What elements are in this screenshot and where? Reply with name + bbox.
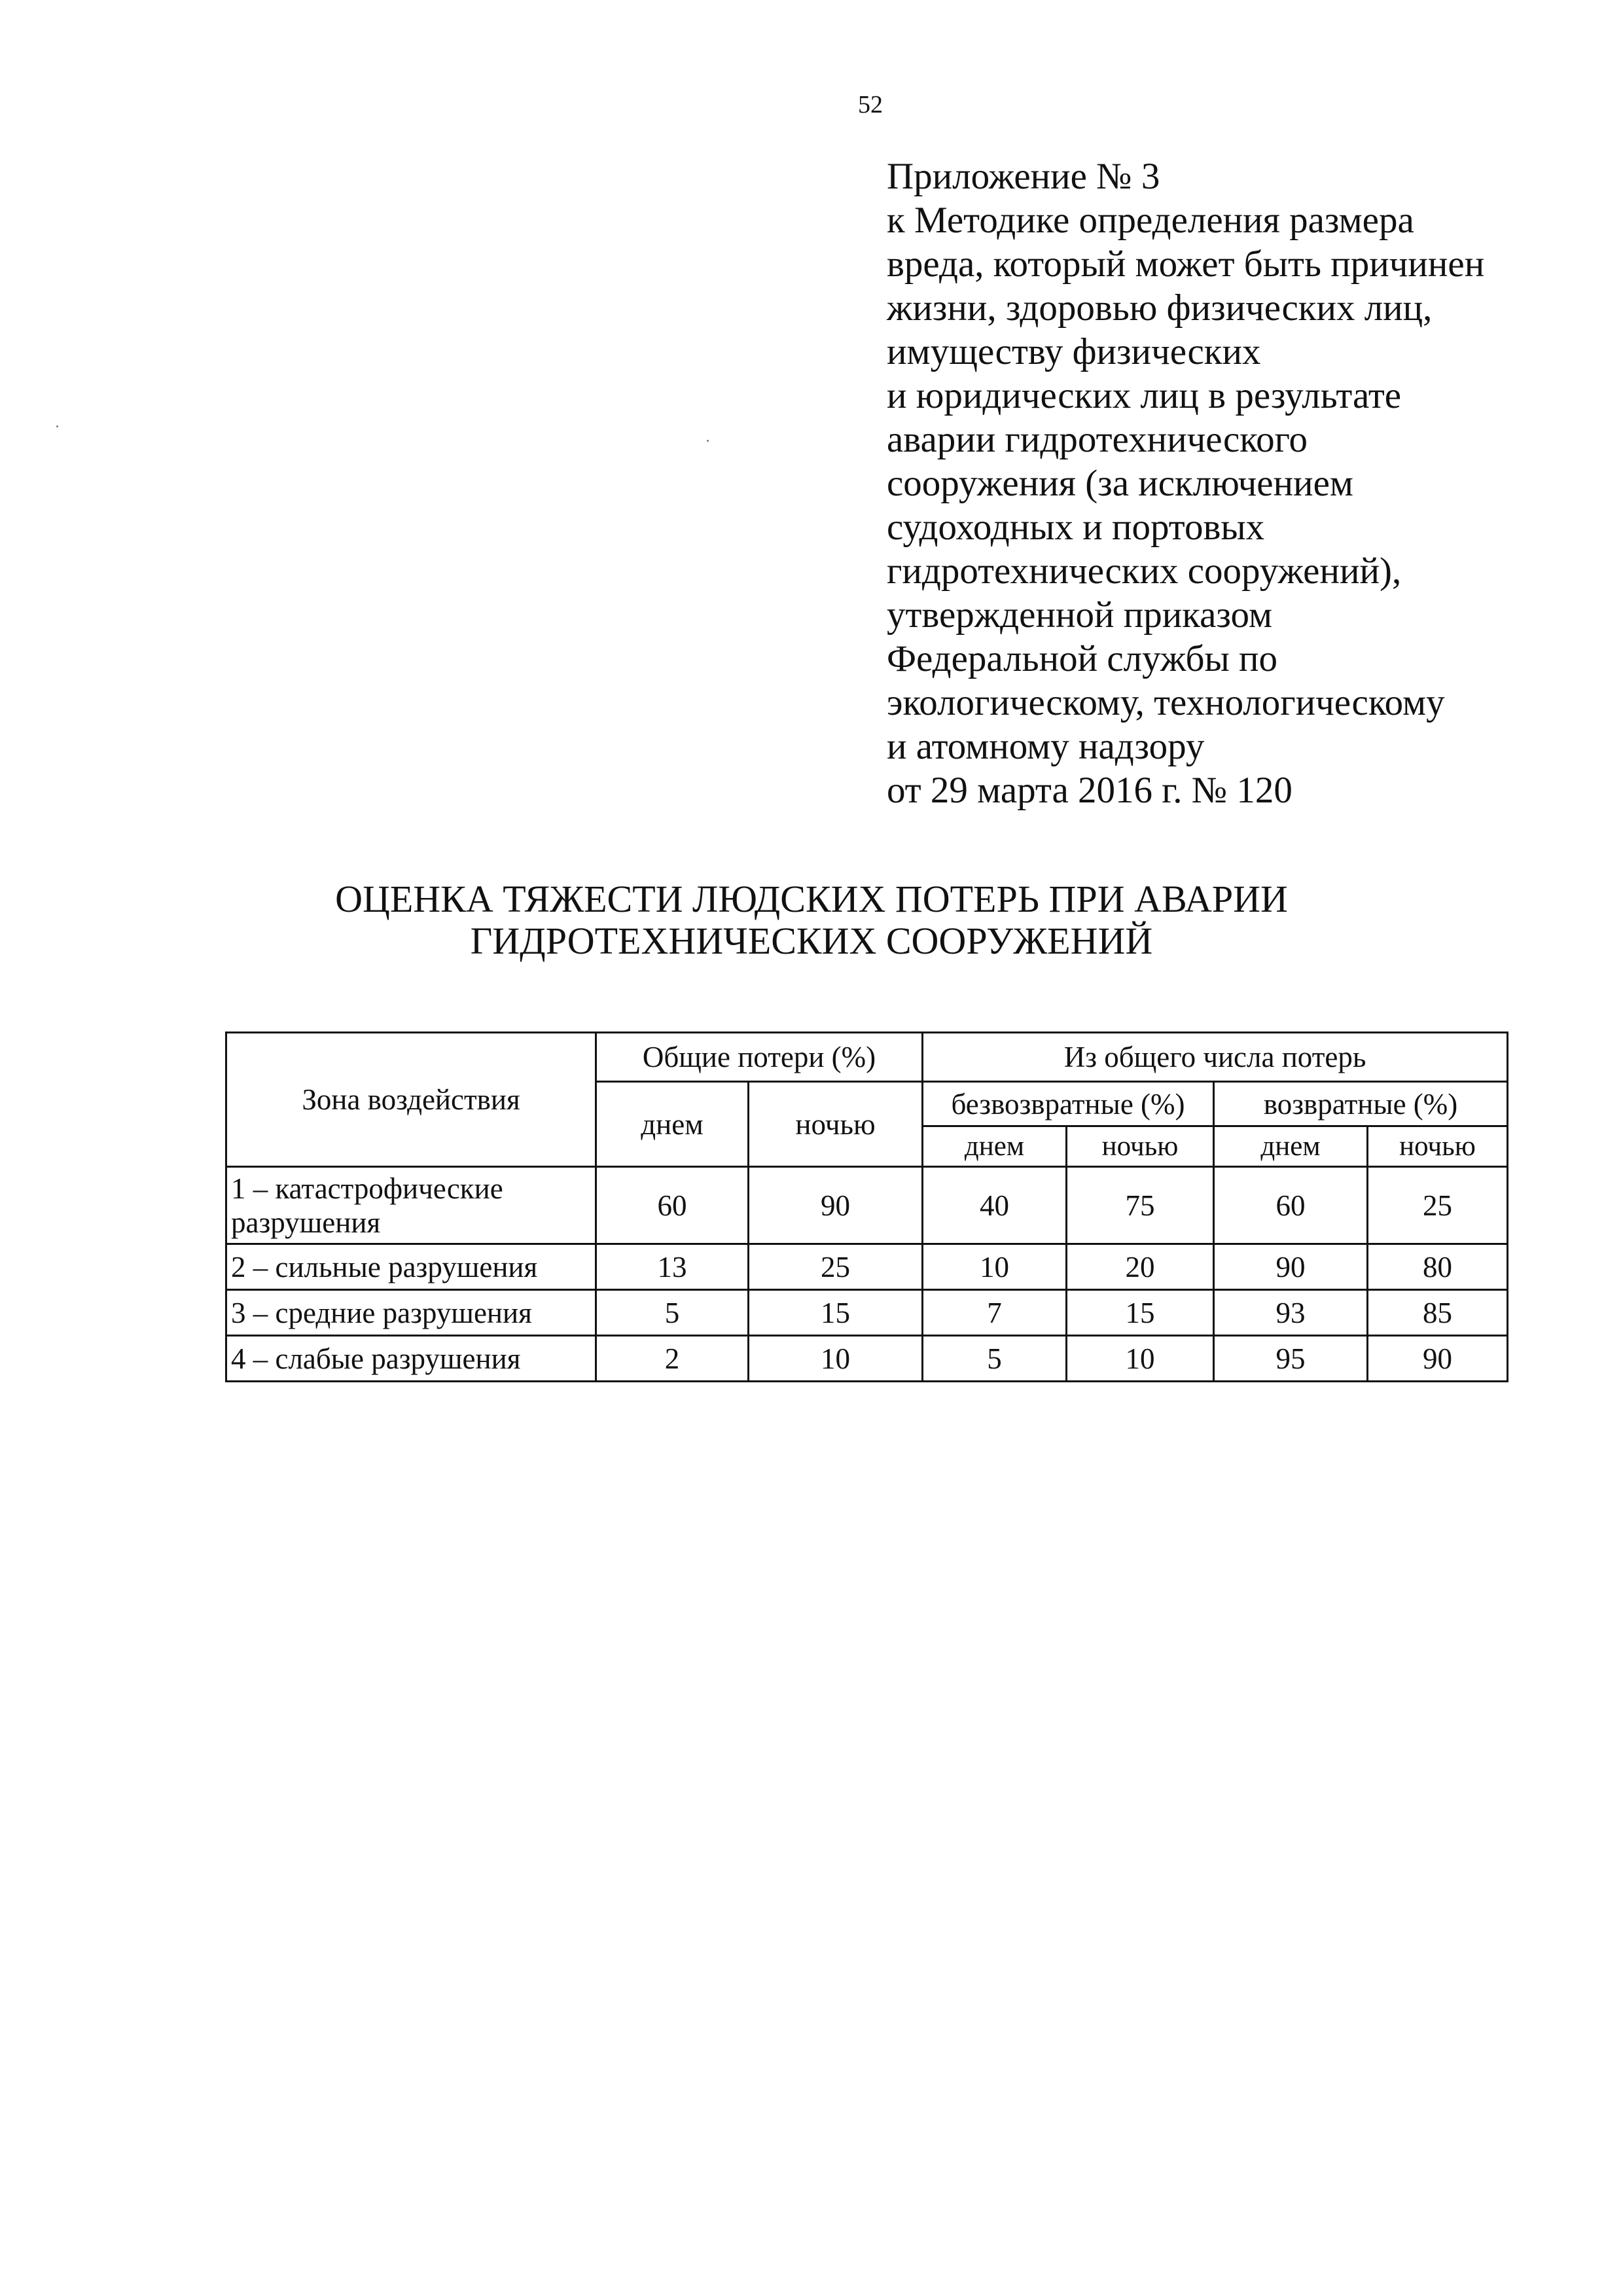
appendix-line: и юридических лиц в результате <box>887 375 1402 416</box>
value-cell: 10 <box>923 1244 1067 1290</box>
document-title <box>196 878 1427 962</box>
page-number: 52 <box>858 91 883 118</box>
value-cell: 25 <box>1368 1167 1508 1244</box>
value-cell: 7 <box>923 1290 1067 1336</box>
zone-header: Зона воздействия <box>226 1033 596 1167</box>
appendix-line: гидротехнических сооружений), <box>887 550 1402 592</box>
value-cell: 90 <box>1368 1336 1508 1382</box>
of-total-header: Из общего числа потерь <box>923 1033 1508 1082</box>
value-cell: 15 <box>749 1290 923 1336</box>
value-cell: 13 <box>596 1244 749 1290</box>
appendix-line: Приложение № 3 <box>887 156 1160 197</box>
value-cell: 60 <box>596 1167 749 1244</box>
value-cell: 20 <box>1067 1244 1214 1290</box>
zone-cell: 4 – слабые разрушения <box>226 1336 596 1382</box>
value-cell: 40 <box>923 1167 1067 1244</box>
appendix-line: экологическому, технологическому <box>887 682 1445 723</box>
table-row <box>226 1336 1508 1382</box>
recoverable-header: возвратные (%) <box>1214 1082 1508 1126</box>
total-day-header: днем <box>596 1082 749 1167</box>
total-night-header: ночью <box>749 1082 923 1167</box>
value-cell: 5 <box>923 1336 1067 1382</box>
title-line: ОЦЕНКА ТЯЖЕСТИ ЛЮДСКИХ ПОТЕРЬ ПРИ АВАРИИ <box>335 878 1288 920</box>
title-line: ГИДРОТЕХНИЧЕСКИХ СООРУЖЕНИЙ <box>470 920 1153 962</box>
value-cell: 5 <box>596 1290 749 1336</box>
appendix-line: и атомному надзору <box>887 726 1205 767</box>
value-cell: 2 <box>596 1336 749 1382</box>
scan-speck <box>707 440 709 442</box>
appendix-line: сооружения (за исключением <box>887 463 1353 504</box>
value-cell: 10 <box>749 1336 923 1382</box>
value-cell: 15 <box>1067 1290 1214 1336</box>
irrecoverable-header: безвозвратные (%) <box>923 1082 1214 1126</box>
table-row <box>226 1290 1508 1336</box>
value-cell: 25 <box>749 1244 923 1290</box>
table-row <box>226 1167 1508 1244</box>
appendix-line: вреда, который может быть причинен <box>887 243 1485 285</box>
value-cell: 93 <box>1214 1290 1368 1336</box>
appendix-line: к Методике определения размера <box>887 200 1414 241</box>
appendix-line: от 29 марта 2016 г. № 120 <box>887 770 1293 811</box>
value-cell: 85 <box>1368 1290 1508 1336</box>
table-row <box>226 1244 1508 1290</box>
value-cell: 75 <box>1067 1167 1214 1244</box>
appendix-line: жизни, здоровью физических лиц, <box>887 287 1433 329</box>
appendix-line: утвержденной приказом <box>887 594 1273 636</box>
value-cell: 90 <box>749 1167 923 1244</box>
appendix-block <box>887 154 1541 812</box>
zone-cell: 2 – сильные разрушения <box>226 1244 596 1290</box>
value-cell: 95 <box>1214 1336 1368 1382</box>
irrecoverable-day-header: днем <box>923 1126 1067 1167</box>
total-losses-header: Общие потери (%) <box>596 1033 923 1082</box>
losses-table <box>225 1031 1508 1382</box>
appendix-line: имуществу физических <box>887 331 1261 372</box>
recoverable-night-header: ночью <box>1368 1126 1508 1167</box>
irrecoverable-night-header: ночью <box>1067 1126 1214 1167</box>
value-cell: 60 <box>1214 1167 1368 1244</box>
value-cell: 90 <box>1214 1244 1368 1290</box>
value-cell: 10 <box>1067 1336 1214 1382</box>
scan-speck <box>56 425 58 427</box>
value-cell: 80 <box>1368 1244 1508 1290</box>
appendix-line: судоходных и портовых <box>887 507 1265 548</box>
appendix-line: аварии гидротехнического <box>887 419 1308 460</box>
appendix-line: Федеральной службы по <box>887 638 1278 679</box>
zone-cell: 1 – катастрофические разрушения <box>226 1167 596 1244</box>
zone-cell: 3 – средние разрушения <box>226 1290 596 1336</box>
recoverable-day-header: днем <box>1214 1126 1368 1167</box>
